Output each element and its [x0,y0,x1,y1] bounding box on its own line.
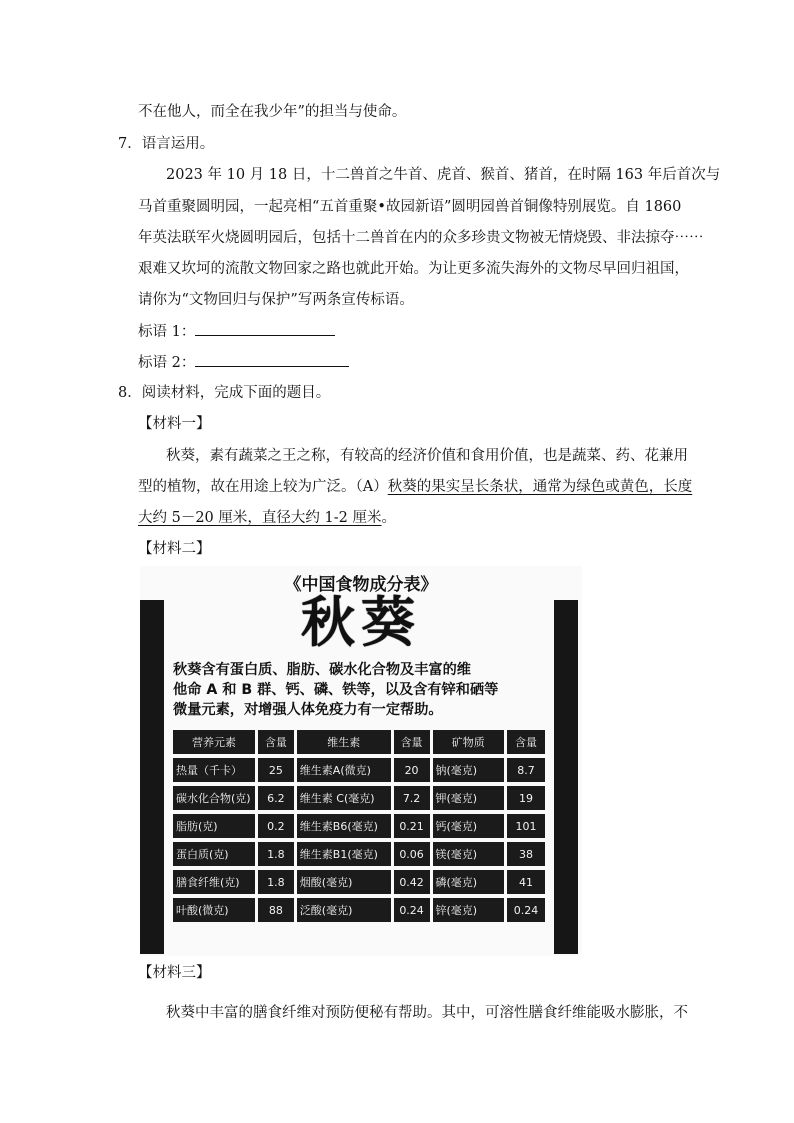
table-cell: 泛酸(毫克) [297,898,391,922]
question-7-heading [118,134,214,154]
table-cell: 维生素B1(毫克) [297,842,391,866]
underlined-sentence-a-cont: 大约 5－20 厘米，直径大约 1-2 厘米 [138,510,382,526]
table-cell: 镁(毫克) [433,842,505,866]
table-cell: 0.42 [394,870,430,894]
slogan-2-blank[interactable] [195,352,349,367]
slogan-2-label: 标语 2： [138,355,196,371]
image-description-line: 微量元素，对增强人体免疫力有一定帮助。 [173,702,443,718]
image-caption: 《中国食物成分表》 [284,575,438,595]
table-cell: 20 [394,758,430,782]
table-cell: 0.24 [394,898,430,922]
header-cell: 含量 [394,730,430,754]
q7-passage-line: 马首重聚圆明园，一起亮相“五首重聚•故园新语”圆明园兽首铜像特别展览。自 1860 [138,199,682,215]
table-cell: 碳水化合物(克) [173,786,255,810]
okra-nutrition-image [140,566,582,956]
underlined-sentence-a: 秋葵的果实呈长条状，通常为绿色或黄色，长度 [387,479,693,495]
image-description-line: 他命 A 和 B 群、钙、磷、铁等，以及含有锌和硒等 [173,682,499,698]
table-cell: 叶酸(微克) [173,898,255,922]
table-row [173,786,545,810]
table-cell: 维生素 C(毫克) [297,786,391,810]
material-1-label: 【材料一】 [138,416,211,432]
table-cell: 钠(毫克) [433,758,505,782]
table-row [173,814,545,838]
table-cell: 膳食纤维(克) [173,870,255,894]
table-cell: 脂肪(克) [173,814,255,838]
table-cell: 蛋白质(克) [173,842,255,866]
table-row [173,870,545,894]
intro-line: 不在他人，而全在我少年”的担当与使命。 [138,104,407,120]
table-cell: 101 [507,814,545,838]
header-cell: 营养元素 [173,730,255,754]
table-cell: 6.2 [258,786,294,810]
table-cell: 钾(毫克) [433,786,505,810]
sentence-marker-a: （A） [355,479,388,495]
table-cell: 1.8 [258,870,294,894]
sentence-end: 。 [381,510,396,526]
q7-passage-line: 艰难又坎坷的流散文物回家之路也就此开始。为让更多流失海外的文物尽早回归祖国， [138,261,689,277]
table-cell: 19 [507,786,545,810]
table-cell: 0.21 [394,814,430,838]
table-cell: 8.7 [507,758,545,782]
question-7-number: 7． [118,136,142,152]
question-7-title: 语言运用。 [141,136,215,152]
table-row [173,842,545,866]
slogan-1-label: 标语 1： [138,324,196,340]
question-8-heading [118,383,330,403]
table-cell: 0.24 [507,898,545,922]
table-cell: 25 [258,758,294,782]
table-header-row [173,730,545,754]
image-title: 秋葵 [301,591,421,654]
q7-passage-line: 请你为“文物回归与保护”写两条宣传标语。 [138,292,414,308]
table-cell: 磷(毫克) [433,870,505,894]
table-cell: 维生素A(微克) [297,758,391,782]
table-row [173,898,545,922]
table-cell: 1.8 [258,842,294,866]
table-cell: 0.2 [258,814,294,838]
material-2-label: 【材料二】 [138,541,211,557]
table-cell: 41 [507,870,545,894]
question-8-title: 阅读材料，完成下面的题目。 [141,385,331,401]
slogan-2-row [138,352,349,373]
table-cell: 锌(毫克) [433,898,505,922]
image-description-line: 秋葵含有蛋白质、脂肪、碳水化合物及丰富的维 [173,662,471,678]
header-cell: 维生素 [297,730,391,754]
material-1-text: 型的植物，故在用途上较为广泛。 [138,479,356,495]
q7-passage-line: 2023 年 10 月 18 日，十二兽首之牛首、虎首、猴首、猪首，在时隔 163 年后首次与 [166,167,721,183]
table-cell: 热量（千卡） [173,758,255,782]
header-cell: 含量 [507,730,545,754]
material-3-label: 【材料三】 [138,965,211,981]
table-cell: 7.2 [394,786,430,810]
table-row [173,758,545,782]
slogan-1-row [138,321,335,342]
table-cell: 38 [507,842,545,866]
material-1-line [138,477,692,497]
table-cell: 钙(毫克) [433,814,505,838]
table-cell: 0.06 [394,842,430,866]
nutrition-table [170,726,548,926]
material-1-line [138,508,396,528]
slogan-1-blank[interactable] [195,321,335,336]
material-3-line: 秋葵中丰富的膳食纤维对预防便秘有帮助。其中，可溶性膳食纤维能吸水膨胀，不 [166,1005,688,1021]
table-cell: 烟酸(毫克) [297,870,391,894]
header-cell: 含量 [258,730,294,754]
header-cell: 矿物质 [433,730,505,754]
q7-passage-line: 年英法联军火烧圆明园后，包括十二兽首在内的众多珍贵文物被无情烧毁、非法掠夺⋯⋯ [138,230,704,246]
table-cell: 88 [258,898,294,922]
table-cell: 维生素B6(毫克) [297,814,391,838]
question-8-number: 8． [118,385,142,401]
material-1-line: 秋葵，素有蔬菜之王之称，有较高的经济价值和食用价值，也是蔬菜、药、花兼用 [166,448,688,464]
image-description [173,660,553,720]
